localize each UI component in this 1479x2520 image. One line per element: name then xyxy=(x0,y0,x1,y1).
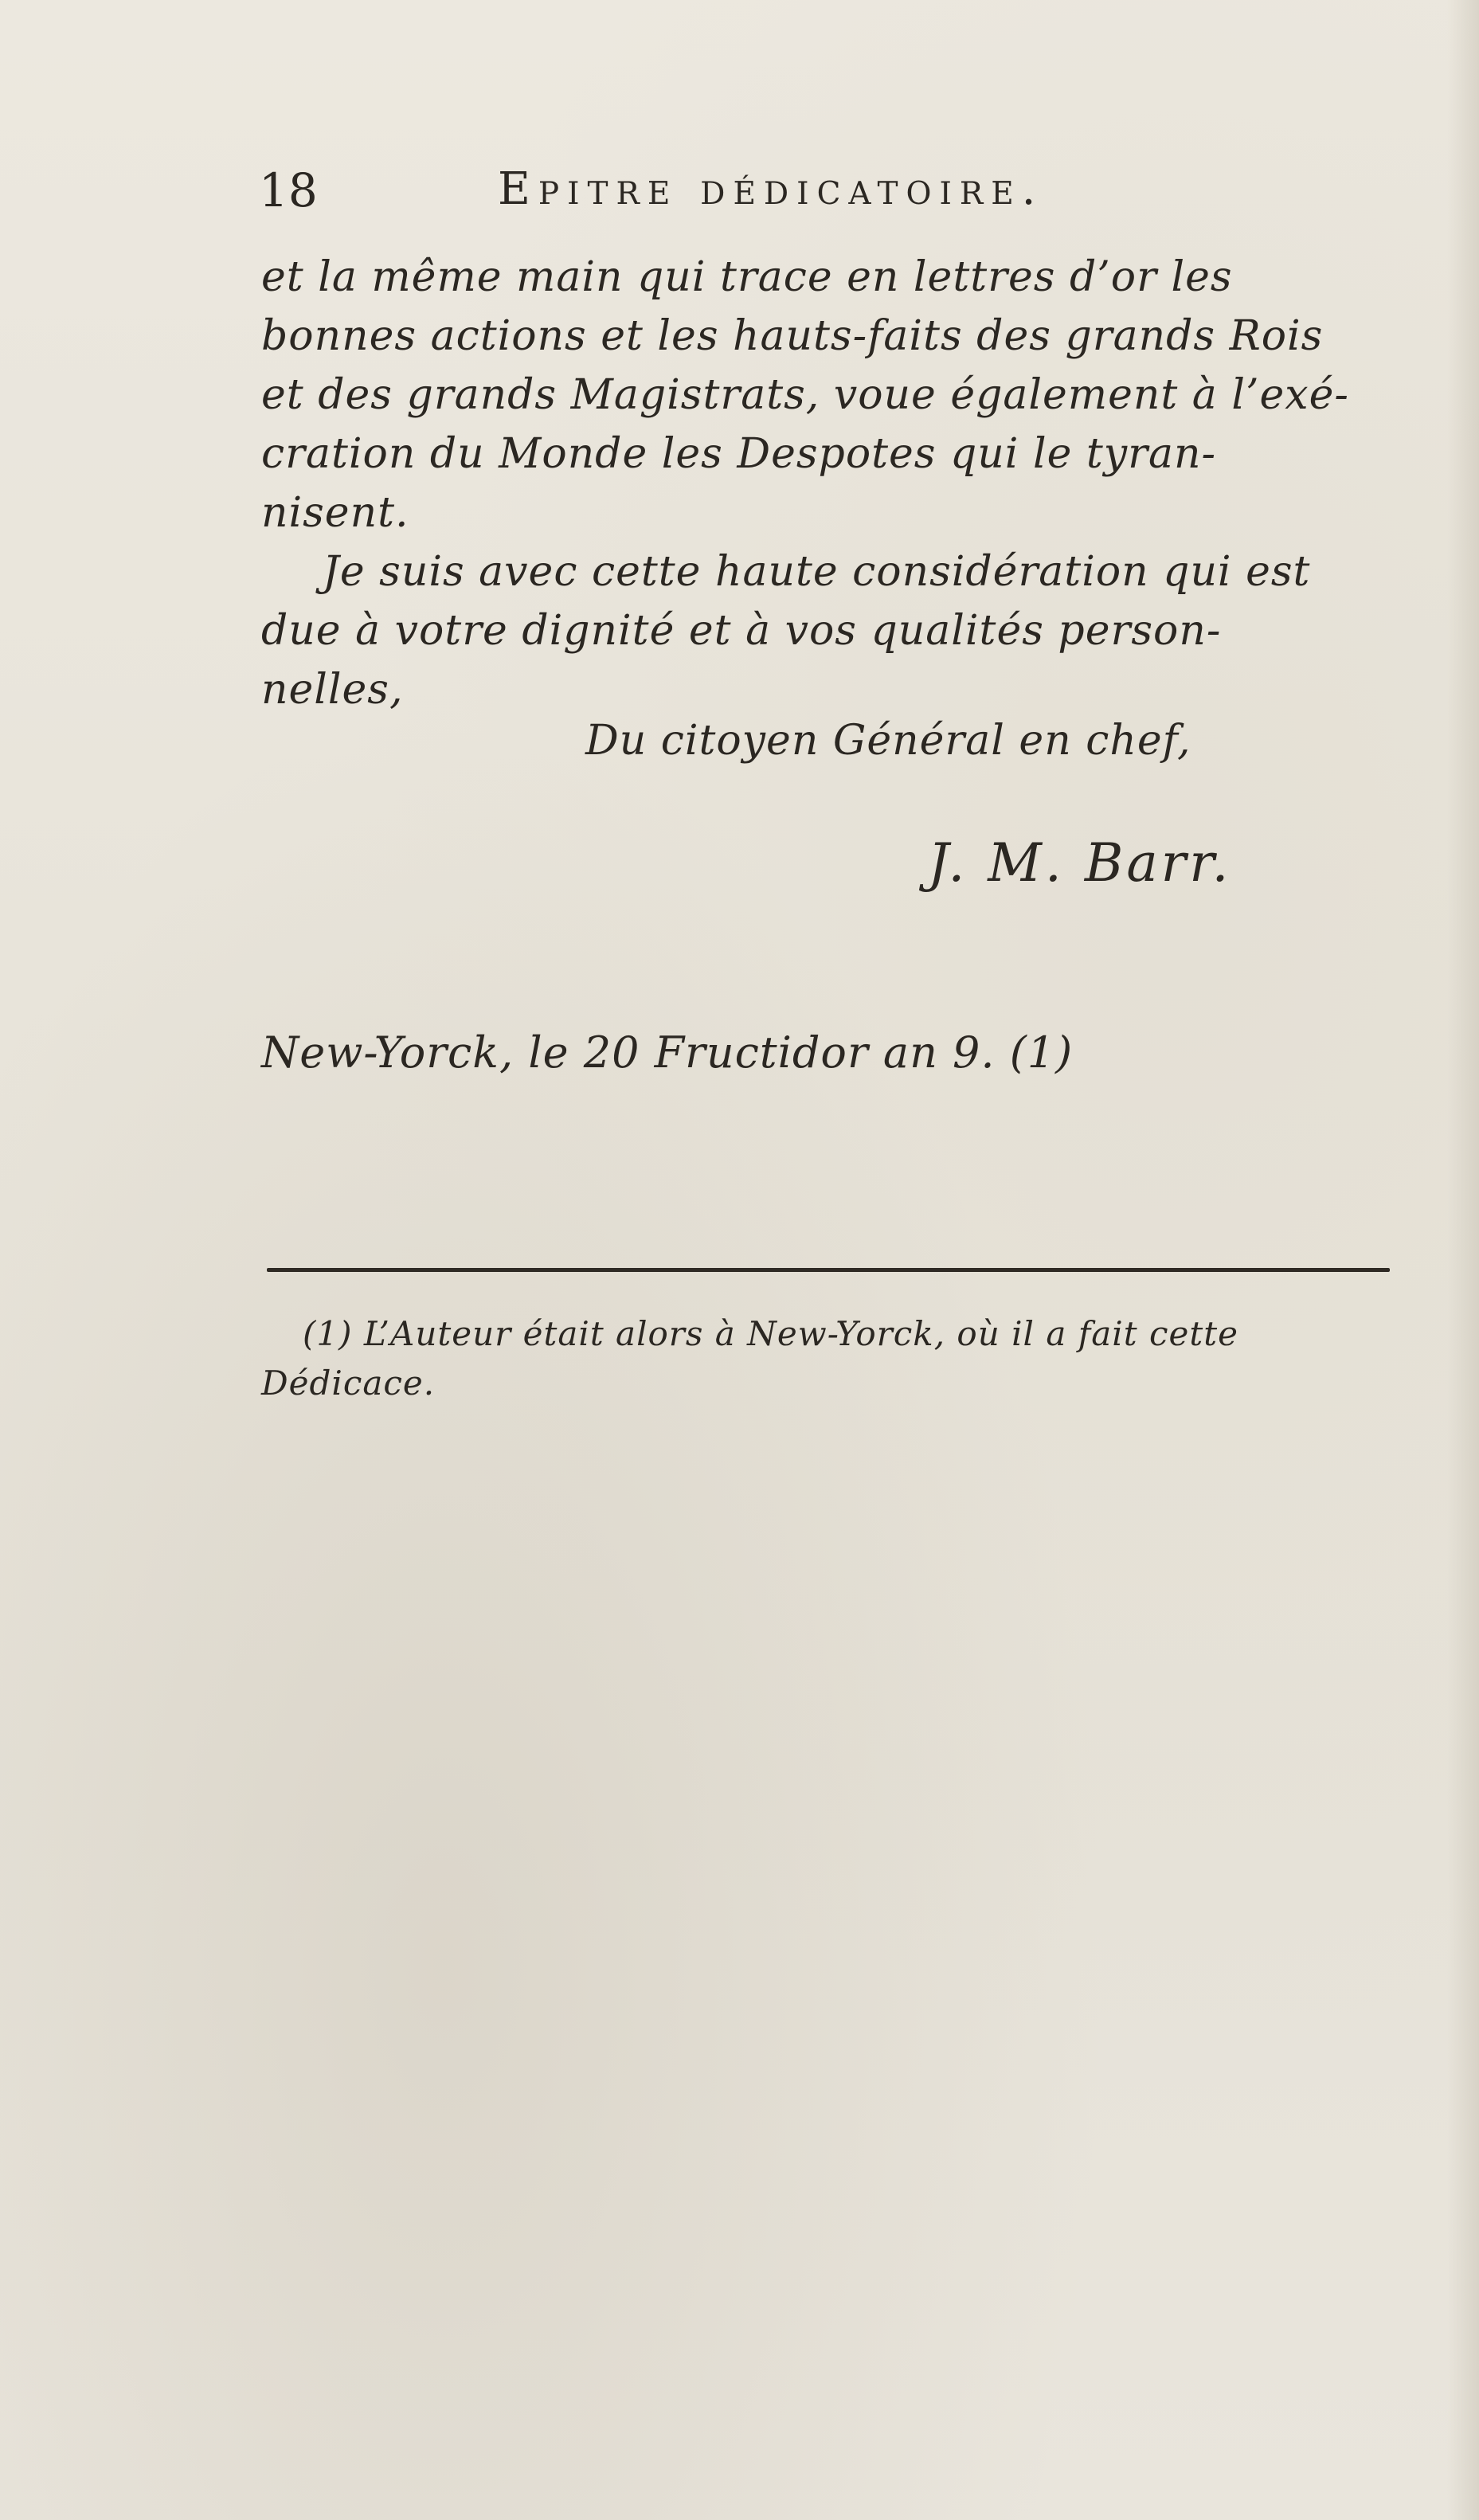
footnote-line-2: Dédicace. xyxy=(261,1364,436,1403)
page-number: 18 xyxy=(259,163,318,217)
body-line-3: et des grands Magistrats, voue également à l’exé- xyxy=(261,371,1349,419)
body-line-1: et la même main qui trace en lettres d’or les xyxy=(261,253,1233,301)
date-line: New-Yorck, le 20 Fructidor an 9. (1) xyxy=(261,1027,1074,1078)
body-line-8: nelles, xyxy=(261,666,404,714)
body-line-7: due à votre dignité et à vos qualités person- xyxy=(261,607,1222,655)
running-title: Epitre dédicatoire. xyxy=(498,163,1044,215)
body-line-6: Je suis avec cette haute considération qui est xyxy=(323,548,1311,596)
body-line-4: cration du Monde les Despotes qui le tyran- xyxy=(261,430,1217,478)
body-line-2: bonnes actions et les hauts-faits des grands Rois xyxy=(261,312,1324,360)
footnote-rule xyxy=(267,1268,1390,1272)
running-head xyxy=(259,163,1175,219)
page-edge-shadow xyxy=(1447,0,1479,2520)
signature: J. M. Barr. xyxy=(928,832,1232,894)
body-line-5: nisent. xyxy=(261,489,409,537)
closing-line: Du citoyen Général en chef, xyxy=(585,717,1191,765)
footnote-line-1: (1) L’Auteur était alors à New-Yorck, où il a fait cette xyxy=(303,1314,1238,1353)
